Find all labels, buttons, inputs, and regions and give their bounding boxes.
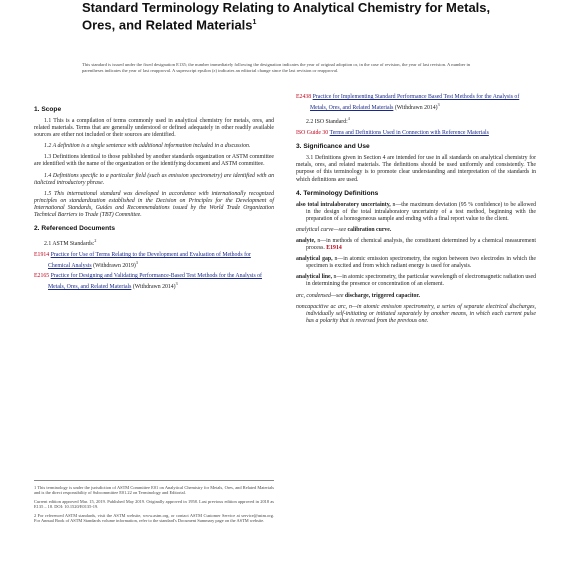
reference-code[interactable]: E2438 (296, 94, 312, 100)
reference-link[interactable]: Practice for Designing and Validating Performance-Based Test Methods for the Analysis of Metals, Ores, and Related Materials (48, 273, 262, 291)
reference-link[interactable]: Practice for Use of Terms Relating to the Development and Evaluation of Methods for Chemical Analysis (48, 252, 251, 270)
paragraph-1-3: 1.3 Definitions identical to those published by another standards organization or ASTM committee are identified with the name of the organization or the identifying document and ASTM committee. (34, 154, 274, 168)
iso-standard-label: 2.2 ISO Standard: (306, 119, 348, 126)
term-entry (296, 256, 536, 270)
reference-e2165 (34, 273, 274, 291)
reference-e2438 (296, 94, 536, 112)
document-title (82, 1, 502, 32)
footnote-mark-4: 4 (347, 116, 350, 122)
footnote-1-edition: Current edition approved Mar. 15, 2019. Published May 2019. Originally approved in 1958. Last previous edition approved in 2018 as E135 – 18. DOI: 10.1520/E0135-19. (34, 498, 274, 510)
paragraph-1-4: 1.4 Definitions specific to a particular field (such as emission spectrometry) are identified with an italicized introductory phrase. (34, 172, 274, 186)
title-text: Standard Terminology Relating to Analytical Chemistry for Metals, Ores, and Related Materials (82, 0, 491, 32)
term-entry (296, 274, 536, 288)
term-name: analyte, (296, 237, 316, 244)
footnote-mark-3: 3 (175, 281, 178, 287)
reference-code[interactable]: ISO Guide 30 (296, 130, 329, 137)
reference-status: (Withdrawn 2014) (394, 105, 438, 112)
term-name: analytical line, (296, 274, 333, 281)
section-heading-scope: 1. Scope (34, 106, 62, 113)
section-heading-significance: 3. Significance and Use (296, 143, 370, 151)
term-definition: n—in methods of chemical analysis, the constituent determined by a chemical measurement process. (306, 237, 536, 252)
paragraph-1-2: 1.2 A definition is a single sentence with additional information included in a discussion. (44, 143, 251, 150)
term-entry (296, 202, 536, 223)
reference-link[interactable]: Practice for Implementing Standard Performance Based Test Methods for the Analysis of Metals, Ores, and Related Materials (310, 94, 520, 112)
right-column (296, 94, 536, 329)
term-definition: n—in atomic emission spectrometry, the region between two electrodes in which the specimen is excited and from which radiant energy is used for analysis. (306, 256, 536, 270)
term-entry (296, 227, 536, 234)
paragraph-1-5: 1.5 This international standard was developed in accordance with internationally recognized principles on standardization established in the Decision on Principles for the Development of International Standards, Guides and Recommendations issued by the World Trade Organization Technical Barriers to Trade (TBT) Committee. (34, 190, 274, 219)
term-entry (296, 304, 536, 325)
footnote-mark-3: 3 (135, 260, 138, 266)
section-heading-referenced-documents: 2. Referenced Documents (34, 225, 115, 233)
term-definition: n—the maximum deviation (95 % confidence) to be allowed in the design of the total intralaboratory uncertainty of a test method, beginning with the preparation of a homogeneous sample and ending with a final report value to the client. (306, 201, 536, 222)
term-definition: noncapacitive ac arc, n—in atomic emission spectrometry, a series of separate electrical discharges, individually self-initiating or initiated separately by another means, in which each current pulse has a polarity that is reversed from the previous one. (296, 303, 536, 324)
reference-link[interactable]: Terms and Definitions Used in Connection with Reference Materials (329, 130, 489, 137)
section-heading-terminology: 4. Terminology Definitions (296, 189, 379, 197)
reference-iso-guide-30 (296, 130, 536, 137)
left-column (34, 100, 274, 294)
paragraph-3-1: 3.1 Definitions given in Section 4 are intended for use in all standards on analytical chemistry for metals, ores, and related materials. The definitions should be used uniformly and consistently. The purpose of this terminology is to promote clear understanding and interpretation of the standards in which definitions are used. (296, 155, 536, 183)
footnote-mark-3: 3 (437, 102, 440, 108)
term-name: calibration curve. (347, 226, 392, 233)
term-entry (296, 293, 536, 300)
designation-preamble: This standard is issued under the fixed designation E135; the number immediately following the designation indicates the year of original adoption or, in the case of revision, the year of last revision. A number in parentheses indicates the year of last reapproval. A superscript epsilon (ε) indicates an editorial change since the last revision or reapproval. (82, 62, 471, 73)
reference-e1914 (34, 252, 274, 270)
term-see-prefix: arc, condensed—see (296, 292, 344, 299)
term-entry (296, 238, 536, 252)
title-footnote-mark: 1 (252, 18, 257, 26)
astm-standards-label: 2.1 ASTM Standards: (44, 241, 95, 248)
paragraph-1-1: 1.1 This is a compilation of terms commonly used in analytical chemistry for metals, ores, and related materials. Terms that are generally understood or defined adequately in other readily available sources are either not included or their sources are identified. (34, 118, 274, 139)
footnote-mark-2: 2 (94, 238, 97, 244)
reference-code[interactable]: E1914 (34, 252, 50, 259)
reference-status: (Withdrawn 2014) (132, 284, 176, 291)
term-name: analytical gap, (296, 256, 333, 263)
term-name: also total intralaboratory uncertainty, (296, 201, 391, 208)
term-name: discharge, triggered capacitor. (344, 292, 420, 299)
paragraph-2-1 (34, 237, 274, 248)
footnotes (34, 480, 274, 526)
term-source-code[interactable]: E1914 (326, 245, 342, 252)
term-definition: n—in atomic spectrometry, the particular wavelength of electromagnetic radiation used in determining the presence or concentration of an element. (306, 274, 536, 288)
reference-code[interactable]: E2165 (34, 273, 50, 280)
paragraph-2-2 (296, 115, 536, 126)
term-see-prefix: analytical curve—see (296, 226, 347, 233)
reference-status: (Withdrawn 2019) (93, 263, 136, 270)
footnote-2: 2 For referenced ASTM standards, visit the ASTM website, www.astm.org, or contact ASTM Customer Service at service@astm.org. For Annual Book of ASTM Standards volume information, refer to the standard's Document Summary page on the ASTM website. (34, 512, 274, 524)
footnote-1: 1 This terminology is under the jurisdiction of ASTM Committee E01 on Analytical Chemistry for Metals, Ores, and Related Materials and is the direct responsibility of Subcommittee E01.22 on Terminology and Editorial. (34, 485, 274, 496)
